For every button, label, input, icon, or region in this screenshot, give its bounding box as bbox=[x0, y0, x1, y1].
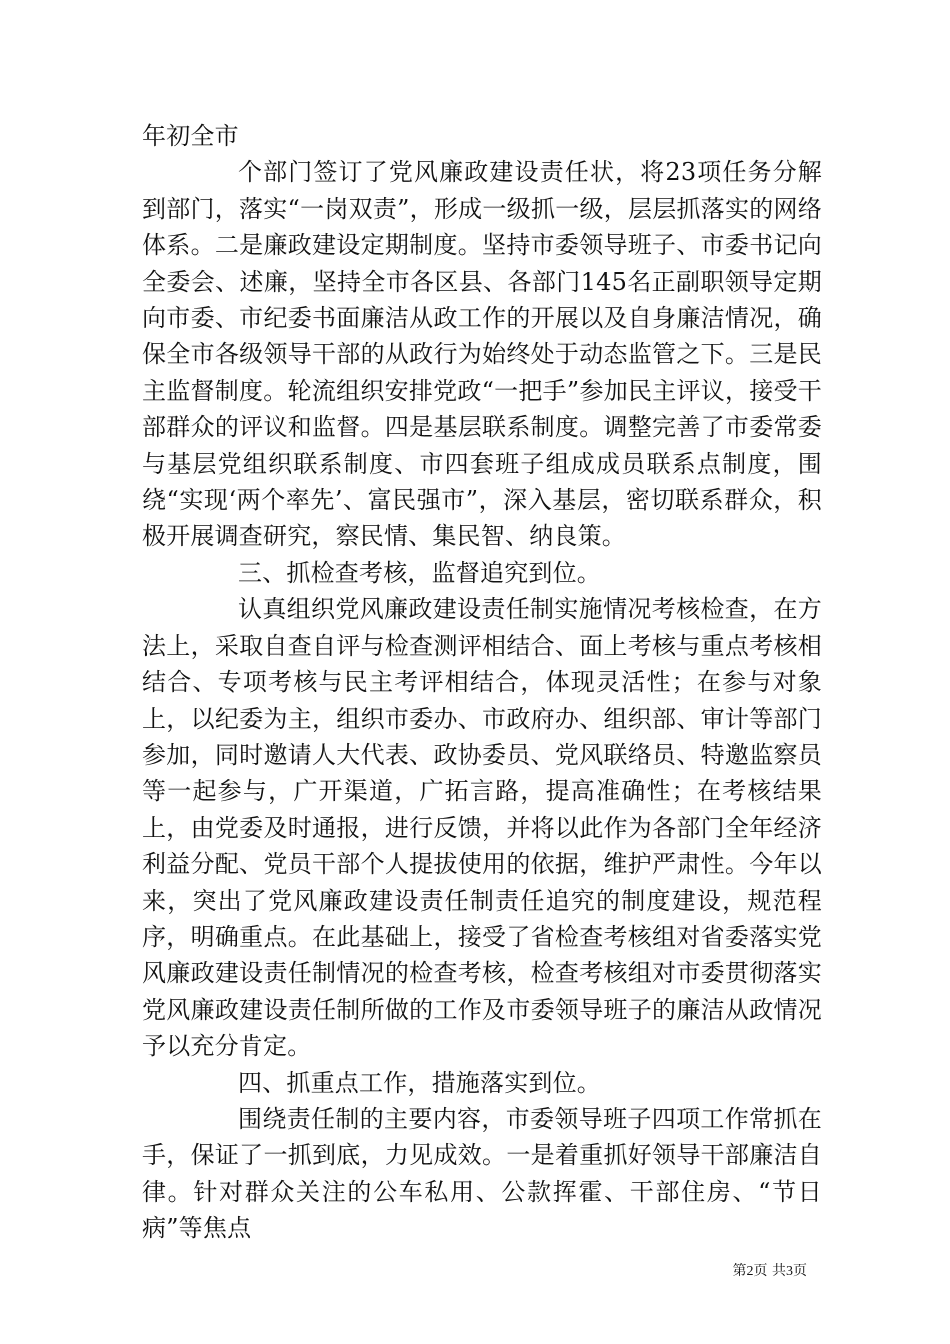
paragraph-1: 年初全市 bbox=[142, 122, 239, 150]
footer-suffix: 页 bbox=[793, 1263, 807, 1279]
section-heading-4: 四、抓重点工作，措施落实到位。 bbox=[238, 1068, 601, 1097]
footer-middle: 页 共 bbox=[753, 1263, 786, 1279]
footer-total-pages: 3 bbox=[786, 1264, 793, 1279]
paragraph-6: 围绕责任制的主要内容，市委领导班子四项工作常抓在手，保证了一抓到底，力见成效。一是着重抓好领导干部廉洁自律。针对群众关注的公车私用、公款挥霍、干部住房、“节日病”等焦点 bbox=[142, 1104, 822, 1243]
paragraph-4: 认真组织党风廉政建设责任制实施情况考核检查，在方法上，采取自查自评与检查测评相结合、面上考核与重点考核相结合、专项考核与民主考评相结合，体现灵活性；在参与对象上，以纪委为主，组织市委办、市政府办、组织部、审计等部门参加，同时邀请人大代表、政协委员、党风联络员、特邀监察员等一起参与，广开渠道，广拓言路，提高准确性；在考核结果上，由党委及时通报，进行反馈，并将以此作为各部门全年经济利益分配、党员干部个人提拔使用的依据，维护严肃性。今年以来，突出了党风廉政建设责任制责任追究的制度建设，规范程序，明确重点。在此基础上，接受了省检查考核组对省委落实党风廉政建设责任制情况的检查考核，检查考核组对市委贯彻落实党风廉政建设责任制所做的工作及市委领导班子的廉洁从政情况予以充分肯定。 bbox=[142, 595, 822, 1061]
footer-prefix: 第 bbox=[732, 1263, 747, 1279]
page-footer bbox=[733, 1262, 807, 1281]
paragraph-2: 个部门签订了党风廉政建设责任状，将23项任务分解到部门，落实“一岗双责”，形成一级抓一级，层层抓落实的网络体系。二是廉政建设定期制度。坚持市委领导班子、市委书记向全委会、述廉，坚持全市各区县、各部门145名正副职领导定期向市委、市纪委书面廉洁从政工作的开展以及自身廉洁情况，确保全市各级领导干部的从政行为始终处于动态监管之下。三是民主监督制度。轮流组织安排党政“一把手”参加民主评议，接受干部群众的评议和监督。四是基层联系制度。调整完善了市委常委与基层党组织联系制度、市四套班子组成成员联系点制度，围绕“实现‘两个率先’、富民强市”，深入基层，密切联系群众，积极开展调查研究，察民情、集民智、纳良策。 bbox=[142, 158, 822, 551]
section-heading-3: 三、抓检查考核，监督追究到位。 bbox=[238, 558, 601, 587]
footer-page-number: 2 bbox=[746, 1264, 754, 1279]
document-body bbox=[142, 118, 822, 1247]
